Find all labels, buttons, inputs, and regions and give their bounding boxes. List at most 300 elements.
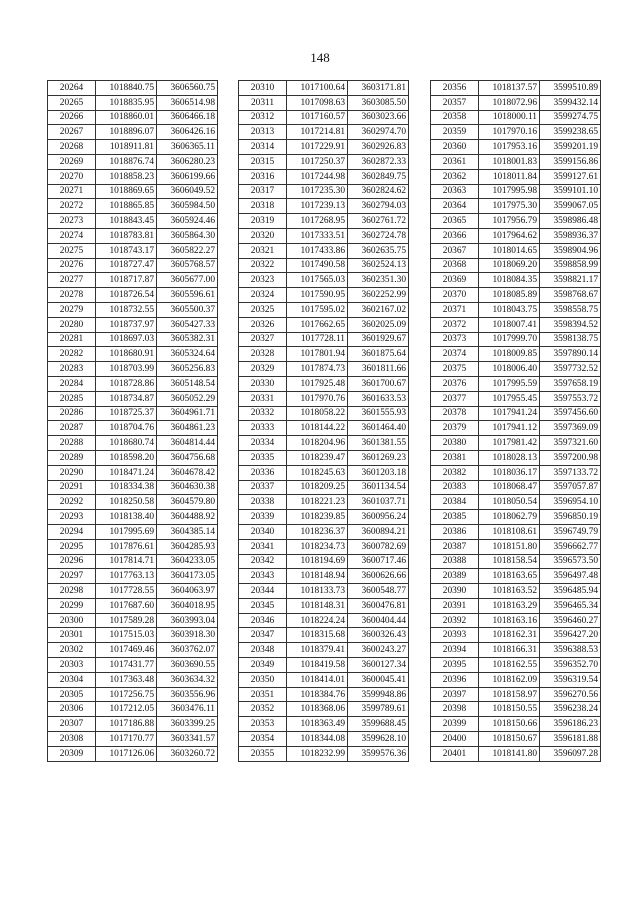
- x-coordinate-cell: 1018150.55: [479, 702, 540, 717]
- y-coordinate-cell: 3596388.53: [540, 643, 601, 658]
- y-coordinate-cell: 3604861.23: [157, 421, 218, 436]
- table-row: [431, 332, 601, 347]
- point-id-cell: 20335: [239, 450, 287, 465]
- table-row: [431, 391, 601, 406]
- y-coordinate-cell: 3596319.54: [540, 672, 601, 687]
- table-row: [239, 717, 409, 732]
- x-coordinate-cell: 1017250.37: [287, 154, 348, 169]
- x-coordinate-cell: 1018728.86: [96, 376, 157, 391]
- table-row: [239, 480, 409, 495]
- table-row: [48, 524, 218, 539]
- y-coordinate-cell: 3606199.66: [157, 169, 218, 184]
- point-id-cell: 20384: [431, 495, 479, 510]
- table-row: [48, 717, 218, 732]
- table-row: [239, 495, 409, 510]
- point-id-cell: 20267: [48, 125, 96, 140]
- y-coordinate-cell: 3598904.96: [540, 243, 601, 258]
- y-coordinate-cell: 3601269.23: [348, 450, 409, 465]
- table-row: [239, 302, 409, 317]
- point-id-cell: 20360: [431, 140, 479, 155]
- x-coordinate-cell: 1017126.06: [96, 746, 157, 761]
- x-coordinate-cell: 1018737.97: [96, 317, 157, 332]
- x-coordinate-cell: 1018007.41: [479, 317, 540, 332]
- y-coordinate-cell: 3596181.88: [540, 732, 601, 747]
- table-row: [239, 569, 409, 584]
- x-coordinate-cell: 1018163.16: [479, 613, 540, 628]
- table-row: [431, 243, 601, 258]
- y-coordinate-cell: 3604233.05: [157, 554, 218, 569]
- y-coordinate-cell: 3602252.99: [348, 288, 409, 303]
- y-coordinate-cell: 3605324.64: [157, 347, 218, 362]
- table-row: [48, 702, 218, 717]
- x-coordinate-cell: 1018028.13: [479, 450, 540, 465]
- x-coordinate-cell: 1018239.85: [287, 510, 348, 525]
- x-coordinate-cell: 1017801.94: [287, 347, 348, 362]
- table-row: [239, 184, 409, 199]
- point-id-cell: 20304: [48, 672, 96, 687]
- x-coordinate-cell: 1018717.87: [96, 273, 157, 288]
- table-row: [431, 510, 601, 525]
- y-coordinate-cell: 3606365.11: [157, 140, 218, 155]
- table-row: [48, 480, 218, 495]
- y-coordinate-cell: 3602974.70: [348, 125, 409, 140]
- x-coordinate-cell: 1018009.85: [479, 347, 540, 362]
- y-coordinate-cell: 3597133.72: [540, 465, 601, 480]
- x-coordinate-cell: 1017100.64: [287, 81, 348, 96]
- x-coordinate-cell: 1017268.95: [287, 214, 348, 229]
- table-row: [431, 643, 601, 658]
- y-coordinate-cell: 3600476.81: [348, 598, 409, 613]
- y-coordinate-cell: 3600894.21: [348, 524, 409, 539]
- table-row: [239, 347, 409, 362]
- point-id-cell: 20273: [48, 214, 96, 229]
- x-coordinate-cell: 1018250.58: [96, 495, 157, 510]
- y-coordinate-cell: 3602872.33: [348, 154, 409, 169]
- x-coordinate-cell: 1018703.99: [96, 362, 157, 377]
- point-id-cell: 20284: [48, 376, 96, 391]
- point-id-cell: 20392: [431, 613, 479, 628]
- point-id-cell: 20380: [431, 436, 479, 451]
- y-coordinate-cell: 3604173.05: [157, 569, 218, 584]
- table-row: [239, 362, 409, 377]
- y-coordinate-cell: 3596485.94: [540, 584, 601, 599]
- table-row: [239, 702, 409, 717]
- point-id-cell: 20352: [239, 702, 287, 717]
- x-coordinate-cell: 1017995.98: [479, 184, 540, 199]
- x-coordinate-cell: 1018085.89: [479, 288, 540, 303]
- x-coordinate-cell: 1018732.55: [96, 302, 157, 317]
- x-coordinate-cell: 1017728.55: [96, 584, 157, 599]
- table-row: [239, 732, 409, 747]
- y-coordinate-cell: 3597553.72: [540, 391, 601, 406]
- point-id-cell: 20308: [48, 732, 96, 747]
- y-coordinate-cell: 3596573.50: [540, 554, 601, 569]
- table-row: [239, 598, 409, 613]
- y-coordinate-cell: 3601134.54: [348, 480, 409, 495]
- point-id-cell: 20357: [431, 95, 479, 110]
- point-id-cell: 20397: [431, 687, 479, 702]
- y-coordinate-cell: 3604814.44: [157, 436, 218, 451]
- point-id-cell: 20394: [431, 643, 479, 658]
- x-coordinate-cell: 1017098.63: [287, 95, 348, 110]
- x-coordinate-cell: 1017433.86: [287, 243, 348, 258]
- point-id-cell: 20367: [431, 243, 479, 258]
- point-id-cell: 20338: [239, 495, 287, 510]
- y-coordinate-cell: 3602849.75: [348, 169, 409, 184]
- y-coordinate-cell: 3602794.03: [348, 199, 409, 214]
- y-coordinate-cell: 3604630.38: [157, 480, 218, 495]
- point-id-cell: 20347: [239, 628, 287, 643]
- x-coordinate-cell: 1017565.03: [287, 273, 348, 288]
- x-coordinate-cell: 1018069.20: [479, 258, 540, 273]
- x-coordinate-cell: 1017515.03: [96, 628, 157, 643]
- point-id-cell: 20292: [48, 495, 96, 510]
- table-row: [239, 228, 409, 243]
- x-coordinate-cell: 1018148.31: [287, 598, 348, 613]
- y-coordinate-cell: 3599510.89: [540, 81, 601, 96]
- point-id-cell: 20391: [431, 598, 479, 613]
- point-id-cell: 20300: [48, 613, 96, 628]
- point-id-cell: 20312: [239, 110, 287, 125]
- y-coordinate-cell: 3601633.53: [348, 391, 409, 406]
- page-number: 148: [310, 50, 330, 65]
- point-id-cell: 20277: [48, 273, 96, 288]
- y-coordinate-cell: 3599127.61: [540, 169, 601, 184]
- y-coordinate-cell: 3599948.86: [348, 687, 409, 702]
- point-id-cell: 20386: [431, 524, 479, 539]
- y-coordinate-cell: 3605148.54: [157, 376, 218, 391]
- y-coordinate-cell: 3596238.24: [540, 702, 601, 717]
- point-id-cell: 20362: [431, 169, 479, 184]
- x-coordinate-cell: 1018162.55: [479, 658, 540, 673]
- x-coordinate-cell: 1018163.65: [479, 569, 540, 584]
- x-coordinate-cell: 1018876.74: [96, 154, 157, 169]
- table-row: [431, 184, 601, 199]
- x-coordinate-cell: 1017874.73: [287, 362, 348, 377]
- y-coordinate-cell: 3602351.30: [348, 273, 409, 288]
- x-coordinate-cell: 1018011.84: [479, 169, 540, 184]
- point-id-cell: 20289: [48, 450, 96, 465]
- point-id-cell: 20381: [431, 450, 479, 465]
- table-row: [48, 199, 218, 214]
- y-coordinate-cell: 3597200.98: [540, 450, 601, 465]
- y-coordinate-cell: 3603634.32: [157, 672, 218, 687]
- x-coordinate-cell: 1017333.51: [287, 228, 348, 243]
- table-row: [48, 391, 218, 406]
- table-row: [431, 613, 601, 628]
- point-id-cell: 20288: [48, 436, 96, 451]
- table-row: [48, 317, 218, 332]
- y-coordinate-cell: 3603023.66: [348, 110, 409, 125]
- y-coordinate-cell: 3596186.23: [540, 717, 601, 732]
- point-id-cell: 20368: [431, 258, 479, 273]
- y-coordinate-cell: 3600782.69: [348, 539, 409, 554]
- y-coordinate-cell: 3596270.56: [540, 687, 601, 702]
- x-coordinate-cell: 1018239.47: [287, 450, 348, 465]
- table-row: [431, 362, 601, 377]
- table-row: [48, 554, 218, 569]
- point-id-cell: 20275: [48, 243, 96, 258]
- y-coordinate-cell: 3600127.34: [348, 658, 409, 673]
- x-coordinate-cell: 1017589.28: [96, 613, 157, 628]
- table-row: [239, 169, 409, 184]
- point-id-cell: 20319: [239, 214, 287, 229]
- table-row: [431, 687, 601, 702]
- x-coordinate-cell: 1017876.61: [96, 539, 157, 554]
- point-id-cell: 20366: [431, 228, 479, 243]
- table-row: [431, 140, 601, 155]
- x-coordinate-cell: 1017999.70: [479, 332, 540, 347]
- point-id-cell: 20341: [239, 539, 287, 554]
- point-id-cell: 20387: [431, 539, 479, 554]
- y-coordinate-cell: 3597658.19: [540, 376, 601, 391]
- table-row: [48, 125, 218, 140]
- y-coordinate-cell: 3598858.99: [540, 258, 601, 273]
- coordinate-table-3: [430, 80, 601, 762]
- point-id-cell: 20322: [239, 258, 287, 273]
- table-row: [431, 450, 601, 465]
- x-coordinate-cell: 1017941.24: [479, 406, 540, 421]
- table-row: [239, 628, 409, 643]
- x-coordinate-cell: 1018166.31: [479, 643, 540, 658]
- y-coordinate-cell: 3606466.18: [157, 110, 218, 125]
- x-coordinate-cell: 1018379.41: [287, 643, 348, 658]
- table-row: [48, 495, 218, 510]
- table-row: [48, 258, 218, 273]
- table-row: [239, 613, 409, 628]
- y-coordinate-cell: 3605256.83: [157, 362, 218, 377]
- point-id-cell: 20385: [431, 510, 479, 525]
- table-row: [48, 436, 218, 451]
- point-id-cell: 20371: [431, 302, 479, 317]
- point-id-cell: 20323: [239, 273, 287, 288]
- x-coordinate-cell: 1017431.77: [96, 658, 157, 673]
- y-coordinate-cell: 3603762.07: [157, 643, 218, 658]
- point-id-cell: 20400: [431, 732, 479, 747]
- y-coordinate-cell: 3601875.64: [348, 347, 409, 362]
- y-coordinate-cell: 3599432.14: [540, 95, 601, 110]
- table-row: [431, 317, 601, 332]
- table-row: [431, 81, 601, 96]
- x-coordinate-cell: 1017763.13: [96, 569, 157, 584]
- table-row: [48, 628, 218, 643]
- point-id-cell: 20336: [239, 465, 287, 480]
- point-id-cell: 20330: [239, 376, 287, 391]
- table-row: [48, 658, 218, 673]
- y-coordinate-cell: 3599067.05: [540, 199, 601, 214]
- point-id-cell: 20389: [431, 569, 479, 584]
- x-coordinate-cell: 1017925.48: [287, 376, 348, 391]
- point-id-cell: 20298: [48, 584, 96, 599]
- point-id-cell: 20286: [48, 406, 96, 421]
- point-id-cell: 20283: [48, 362, 96, 377]
- table-row: [239, 81, 409, 96]
- y-coordinate-cell: 3605427.33: [157, 317, 218, 332]
- table-row: [239, 317, 409, 332]
- y-coordinate-cell: 3606514.98: [157, 95, 218, 110]
- x-coordinate-cell: 1017595.02: [287, 302, 348, 317]
- x-coordinate-cell: 1017662.65: [287, 317, 348, 332]
- table-row: [48, 643, 218, 658]
- y-coordinate-cell: 3596427.20: [540, 628, 601, 643]
- y-coordinate-cell: 3605984.50: [157, 199, 218, 214]
- y-coordinate-cell: 3597732.52: [540, 362, 601, 377]
- x-coordinate-cell: 1018204.96: [287, 436, 348, 451]
- x-coordinate-cell: 1018084.35: [479, 273, 540, 288]
- y-coordinate-cell: 3605822.27: [157, 243, 218, 258]
- x-coordinate-cell: 1018743.17: [96, 243, 157, 258]
- x-coordinate-cell: 1018858.23: [96, 169, 157, 184]
- table-row: [239, 140, 409, 155]
- table-row: [431, 95, 601, 110]
- x-coordinate-cell: 1018315.68: [287, 628, 348, 643]
- point-id-cell: 20325: [239, 302, 287, 317]
- y-coordinate-cell: 3596662.77: [540, 539, 601, 554]
- point-id-cell: 20358: [431, 110, 479, 125]
- table-row: [431, 273, 601, 288]
- y-coordinate-cell: 3604678.42: [157, 465, 218, 480]
- point-id-cell: 20353: [239, 717, 287, 732]
- table-row: [239, 391, 409, 406]
- y-coordinate-cell: 3600326.43: [348, 628, 409, 643]
- y-coordinate-cell: 3599238.65: [540, 125, 601, 140]
- y-coordinate-cell: 3598768.67: [540, 288, 601, 303]
- x-coordinate-cell: 1017256.75: [96, 687, 157, 702]
- point-id-cell: 20393: [431, 628, 479, 643]
- y-coordinate-cell: 3599274.75: [540, 110, 601, 125]
- table-row: [48, 288, 218, 303]
- x-coordinate-cell: 1018001.83: [479, 154, 540, 169]
- coordinate-table-2: [238, 80, 409, 762]
- x-coordinate-cell: 1018163.29: [479, 598, 540, 613]
- point-id-cell: 20376: [431, 376, 479, 391]
- x-coordinate-cell: 1018144.22: [287, 421, 348, 436]
- table-row: [239, 95, 409, 110]
- x-coordinate-cell: 1018163.52: [479, 584, 540, 599]
- x-coordinate-cell: 1017970.76: [287, 391, 348, 406]
- x-coordinate-cell: 1017687.60: [96, 598, 157, 613]
- x-coordinate-cell: 1018471.24: [96, 465, 157, 480]
- x-coordinate-cell: 1017160.57: [287, 110, 348, 125]
- point-id-cell: 20310: [239, 81, 287, 96]
- table-row: [239, 584, 409, 599]
- table-row: [239, 214, 409, 229]
- y-coordinate-cell: 3596097.28: [540, 746, 601, 761]
- table-row: [48, 184, 218, 199]
- y-coordinate-cell: 3600956.24: [348, 510, 409, 525]
- x-coordinate-cell: 1018245.63: [287, 465, 348, 480]
- x-coordinate-cell: 1018162.31: [479, 628, 540, 643]
- point-id-cell: 20345: [239, 598, 287, 613]
- table-row: [239, 199, 409, 214]
- y-coordinate-cell: 3606560.75: [157, 81, 218, 96]
- table-row: [431, 214, 601, 229]
- x-coordinate-cell: 1018680.91: [96, 347, 157, 362]
- x-coordinate-cell: 1018150.67: [479, 732, 540, 747]
- table-row: [239, 125, 409, 140]
- y-coordinate-cell: 3605500.37: [157, 302, 218, 317]
- x-coordinate-cell: 1018368.06: [287, 702, 348, 717]
- table-row: [239, 510, 409, 525]
- y-coordinate-cell: 3602635.75: [348, 243, 409, 258]
- point-id-cell: 20324: [239, 288, 287, 303]
- table-row: [239, 450, 409, 465]
- y-coordinate-cell: 3603260.72: [157, 746, 218, 761]
- table-row: [431, 169, 601, 184]
- point-id-cell: 20369: [431, 273, 479, 288]
- x-coordinate-cell: 1017235.30: [287, 184, 348, 199]
- point-id-cell: 20303: [48, 658, 96, 673]
- y-coordinate-cell: 3597321.60: [540, 436, 601, 451]
- x-coordinate-cell: 1017955.45: [479, 391, 540, 406]
- y-coordinate-cell: 3598394.52: [540, 317, 601, 332]
- y-coordinate-cell: 3604385.14: [157, 524, 218, 539]
- point-id-cell: 20383: [431, 480, 479, 495]
- x-coordinate-cell: 1017964.62: [479, 228, 540, 243]
- x-coordinate-cell: 1018194.69: [287, 554, 348, 569]
- y-coordinate-cell: 3603918.30: [157, 628, 218, 643]
- point-id-cell: 20370: [431, 288, 479, 303]
- table-row: [431, 672, 601, 687]
- table-row: [239, 376, 409, 391]
- y-coordinate-cell: 3600404.44: [348, 613, 409, 628]
- y-coordinate-cell: 3604579.80: [157, 495, 218, 510]
- y-coordinate-cell: 3604018.95: [157, 598, 218, 613]
- table-row: [239, 406, 409, 421]
- x-coordinate-cell: 1018911.81: [96, 140, 157, 155]
- table-row: [48, 510, 218, 525]
- table-row: [48, 332, 218, 347]
- x-coordinate-cell: 1018141.80: [479, 746, 540, 761]
- y-coordinate-cell: 3602724.78: [348, 228, 409, 243]
- table-row: [239, 436, 409, 451]
- x-coordinate-cell: 1018697.03: [96, 332, 157, 347]
- y-coordinate-cell: 3604488.92: [157, 510, 218, 525]
- table-row: [431, 554, 601, 569]
- table-row: [239, 421, 409, 436]
- x-coordinate-cell: 1018043.75: [479, 302, 540, 317]
- point-id-cell: 20326: [239, 317, 287, 332]
- point-id-cell: 20396: [431, 672, 479, 687]
- x-coordinate-cell: 1018414.01: [287, 672, 348, 687]
- y-coordinate-cell: 3597369.09: [540, 421, 601, 436]
- point-id-cell: 20269: [48, 154, 96, 169]
- y-coordinate-cell: 3596352.70: [540, 658, 601, 673]
- x-coordinate-cell: 1018725.37: [96, 406, 157, 421]
- x-coordinate-cell: 1018334.38: [96, 480, 157, 495]
- table-row: [431, 228, 601, 243]
- y-coordinate-cell: 3603399.25: [157, 717, 218, 732]
- point-id-cell: 20279: [48, 302, 96, 317]
- y-coordinate-cell: 3597057.87: [540, 480, 601, 495]
- point-id-cell: 20264: [48, 81, 96, 96]
- table-row: [48, 406, 218, 421]
- point-id-cell: 20287: [48, 421, 96, 436]
- table-row: [431, 199, 601, 214]
- table-row: [48, 95, 218, 110]
- point-id-cell: 20399: [431, 717, 479, 732]
- y-coordinate-cell: 3604756.68: [157, 450, 218, 465]
- y-coordinate-cell: 3597890.14: [540, 347, 601, 362]
- point-id-cell: 20301: [48, 628, 96, 643]
- x-coordinate-cell: 1018137.57: [479, 81, 540, 96]
- point-id-cell: 20291: [48, 480, 96, 495]
- x-coordinate-cell: 1018062.79: [479, 510, 540, 525]
- x-coordinate-cell: 1018006.40: [479, 362, 540, 377]
- table-row: [239, 332, 409, 347]
- y-coordinate-cell: 3601700.67: [348, 376, 409, 391]
- point-id-cell: 20285: [48, 391, 96, 406]
